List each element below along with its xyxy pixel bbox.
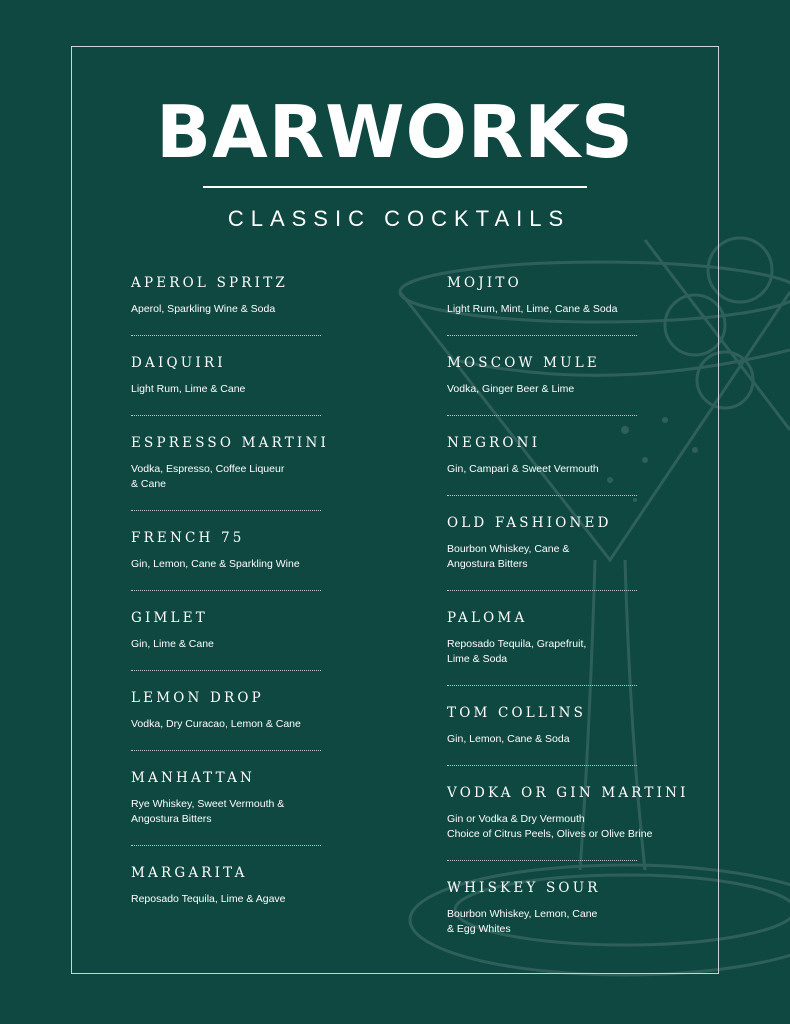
menu-item [447,354,677,416]
item-name: NEGRONI [447,435,541,451]
menu-item [131,529,331,591]
dotted-divider [447,860,637,861]
brand-title: BARWORKS [156,90,634,174]
item-description: Rye Whiskey, Sweet Vermouth & Angostura Bitters [131,798,285,825]
item-description: Vodka, Ginger Beer & Lime [447,383,575,395]
dotted-divider [131,590,321,591]
item-description: Bourbon Whiskey, Lemon, Cane & Egg Whites [447,908,598,935]
dotted-divider [131,335,321,336]
item-name: TOM COLLINS [447,705,587,721]
item-name: GIMLET [131,610,208,626]
item-name: LEMON DROP [131,690,264,706]
title-divider [203,186,587,188]
item-description: Reposado Tequila, Grapefruit, Lime & Soda [447,638,587,665]
item-name: WHISKEY SOUR [447,880,601,896]
menu-item [447,784,689,861]
item-name: PALOMA [447,610,528,626]
item-name: DAIQUIRI [131,355,226,371]
menu-item [131,689,331,751]
item-description: Vodka, Espresso, Coffee Liqueur & Cane [131,463,285,490]
dotted-divider [447,685,637,686]
item-name: MANHATTAN [131,770,256,786]
dotted-divider [131,670,321,671]
item-name: ESPRESSO MARTINI [131,435,330,451]
item-name: FRENCH 75 [131,530,245,546]
item-description: Reposado Tequila, Lime & Agave [131,893,286,905]
item-name: APEROL SPRITZ [131,275,288,291]
menu-item [131,274,331,336]
menu-item [447,609,677,686]
dotted-divider [131,415,321,416]
menu-item [447,274,677,336]
menu-item [447,704,677,766]
item-description: Gin, Lime & Cane [131,638,214,650]
menu-item [447,434,677,496]
dotted-divider [131,750,321,751]
menu-item [131,864,331,907]
item-description: Bourbon Whiskey, Cane & Angostura Bitters [447,543,570,570]
dotted-divider [131,845,321,846]
item-description: Gin, Lemon, Cane & Sparkling Wine [131,558,300,570]
item-description: Light Rum, Mint, Lime, Cane & Soda [447,303,618,315]
menu-item [131,434,331,511]
item-description: Gin, Lemon, Cane & Soda [447,733,570,745]
menu-item [131,354,331,416]
menu-item [131,769,331,846]
item-description: Light Rum, Lime & Cane [131,383,246,395]
menu-subtitle: CLASSIC COCKTAILS [227,206,571,231]
menu-item [447,514,677,591]
item-name: OLD FASHIONED [447,515,612,531]
item-name: MOJITO [447,275,522,291]
dotted-divider [447,590,637,591]
item-description: Vodka, Dry Curacao, Lemon & Cane [131,718,301,730]
item-name: MOSCOW MULE [447,355,600,371]
item-description: Gin or Vodka & Dry Vermouth Choice of Citrus Peels, Olives or Olive Brine [447,813,653,840]
dotted-divider [447,765,637,766]
item-description: Gin, Campari & Sweet Vermouth [447,463,599,475]
left-menu-column [131,274,331,907]
item-name: MARGARITA [131,865,248,881]
menu-item [131,609,331,671]
dotted-divider [447,415,637,416]
dotted-divider [447,495,637,496]
item-name: VODKA OR GIN MARTINI [447,785,689,801]
right-menu-column [447,274,689,937]
item-description: Aperol, Sparkling Wine & Soda [131,303,276,315]
menu-item [447,879,677,937]
dotted-divider [131,510,321,511]
dotted-divider [447,335,637,336]
